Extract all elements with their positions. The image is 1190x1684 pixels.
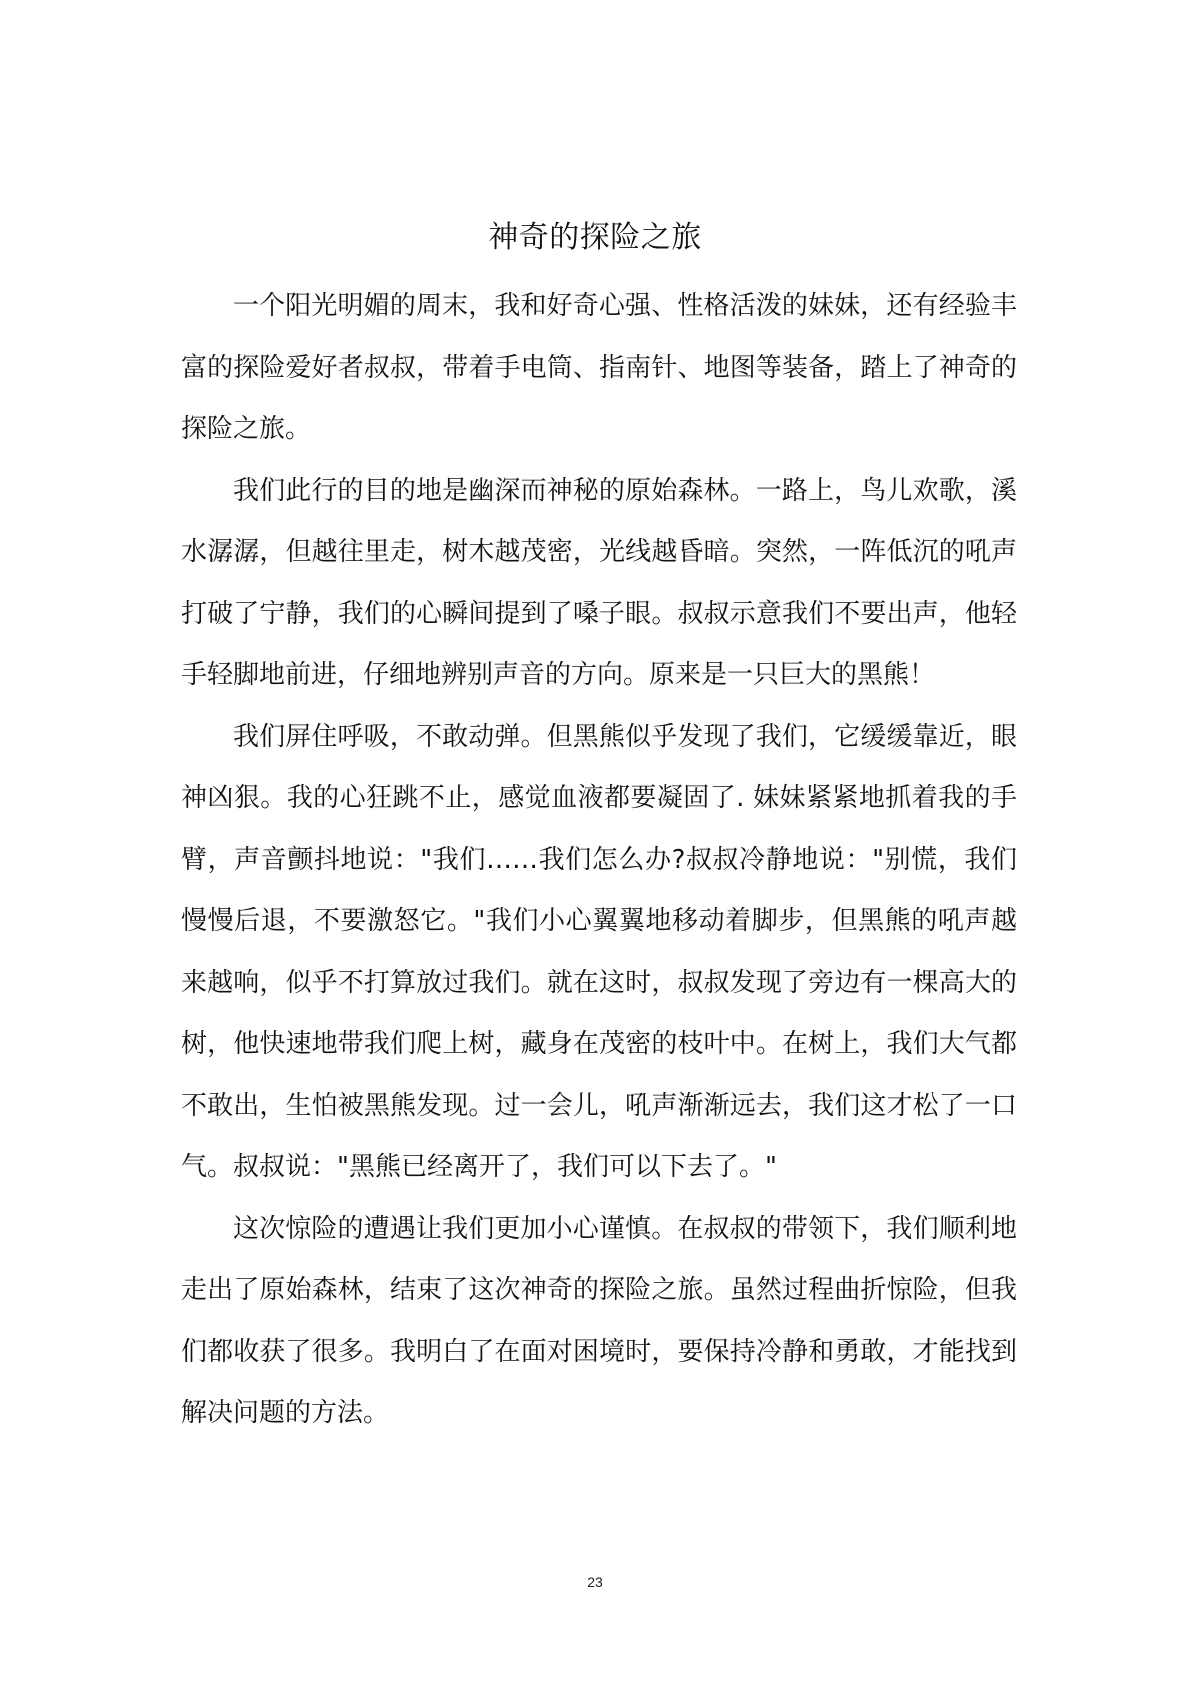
paragraph-2: 我们此行的目的地是幽深而神秘的原始森林。一路上，鸟儿欢歌，溪水潺潺，但越往里走，树木越茂密，光线越昏暗。突然，一阵低沉的吼声打破了宁静，我们的心瞬间提到了嗓子眼。叔叔示意我们不要出声，他轻手轻脚地前进，仔细地辨别声音的方向。原来是一只巨大的黑熊！ bbox=[181, 475, 1017, 690]
paragraph-1: 一个阳光明媚的周末，我和好奇心强、性格活泼的妹妹，还有经验丰富的探险爱好者叔叔，带着手电筒、指南针、地图等装备，踏上了神奇的探险之旅。 bbox=[181, 291, 1017, 444]
paragraph-3: 我们屏住呼吸，不敢动弹。但黑熊似乎发现了我们，它缓缓靠近，眼神凶狠。我的心狂跳不止，感觉血液都要凝固了. 妹妹紧紧地抓着我的手臂，声音颤抖地说："我们……我们怎么办?叔叔冷静地说："别慌，我们慢慢后退，不要激怒它。"我们小心翼翼地移动着脚步，但黑熊的吼声越来越响，似乎不打算放过我们。就在这时，叔叔发现了旁边有一棵高大的树，他快速地带我们爬上树，藏身在茂密的枝叶中。在树上，我们大气都不敢出，生怕被黑熊发现。过一会儿，吼声渐渐远去，我们这才松了一口气。叔叔说："黑熊已经离开了，我们可以下去了。" bbox=[181, 721, 1017, 1182]
page-number: 23 bbox=[587, 1574, 603, 1590]
essay-body bbox=[181, 276, 1017, 1445]
essay-title: 神奇的探险之旅 bbox=[488, 220, 702, 255]
paragraph-4: 这次惊险的遭遇让我们更加小心谨慎。在叔叔的带领下，我们顺利地走出了原始森林，结束了这次神奇的探险之旅。虽然过程曲折惊险，但我们都收获了很多。我明白了在面对困境时，要保持冷静和勇敢，才能找到解决问题的方法。 bbox=[181, 1213, 1017, 1428]
